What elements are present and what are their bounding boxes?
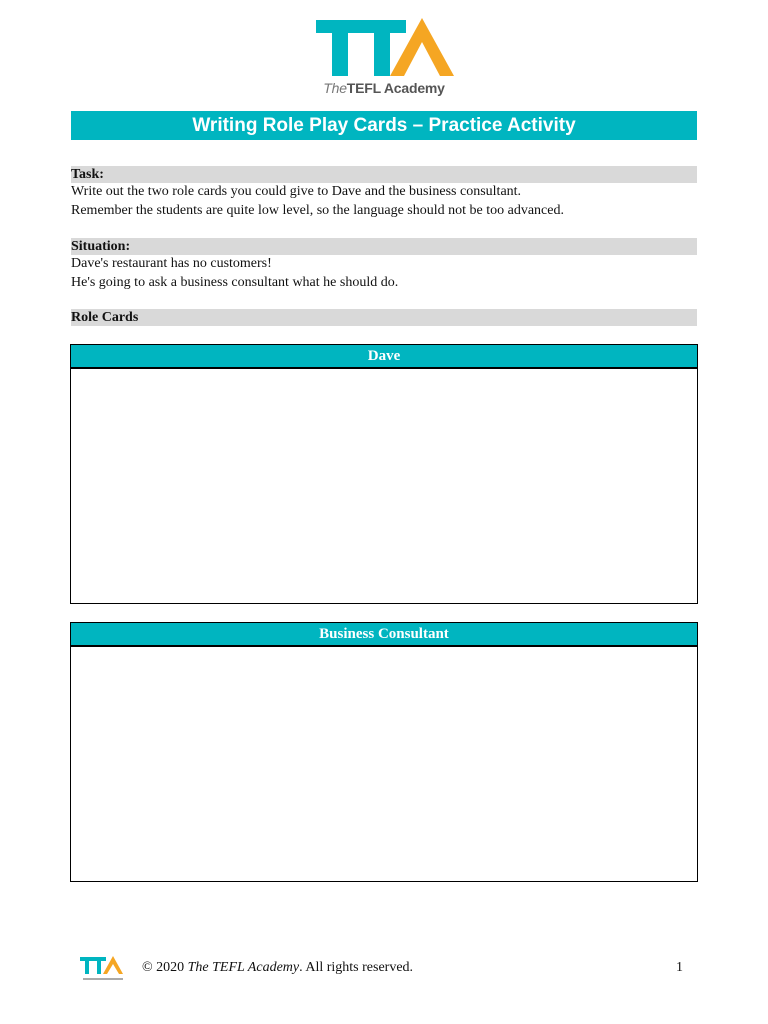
- role-card-consultant-body[interactable]: [71, 647, 697, 883]
- role-card-dave-body[interactable]: [71, 369, 697, 605]
- role-card-dave: [70, 344, 698, 604]
- footer-copyright-prefix: © 2020: [142, 960, 185, 975]
- situation-heading: Situation:: [71, 238, 697, 255]
- footer-tta-logo-icon: [79, 955, 129, 985]
- task-line-2: Remember the students are quite low level, so the language should not be too advanced.: [71, 203, 564, 218]
- page-title: Writing Role Play Cards – Practice Activity: [71, 111, 697, 140]
- role-cards-heading: Role Cards: [71, 309, 697, 326]
- situation-line-2: He's going to ask a business consultant what he should do.: [71, 275, 399, 290]
- logo-tagline-the: The: [323, 80, 347, 96]
- footer-copyright: [142, 960, 413, 976]
- task-line-1: Write out the two role cards you could give to Dave and the business consultant.: [71, 184, 522, 199]
- logo-tagline-name: TEFL Academy: [346, 80, 445, 96]
- page-number: 1: [676, 960, 683, 975]
- footer-logo: [79, 955, 129, 985]
- situation-line-1: Dave's restaurant has no customers!: [71, 256, 272, 271]
- tta-logo: [300, 14, 468, 100]
- footer-suffix: . All rights reserved.: [299, 960, 414, 975]
- role-card-business-consultant: [70, 622, 698, 882]
- task-heading: Task:: [71, 166, 697, 183]
- role-card-dave-title: Dave: [71, 345, 697, 369]
- footer-org: The TEFL Academy: [187, 960, 300, 975]
- tta-logo-icon: [300, 14, 468, 80]
- role-card-consultant-title: Business Consultant: [71, 623, 697, 647]
- logo-tagline: [300, 80, 468, 96]
